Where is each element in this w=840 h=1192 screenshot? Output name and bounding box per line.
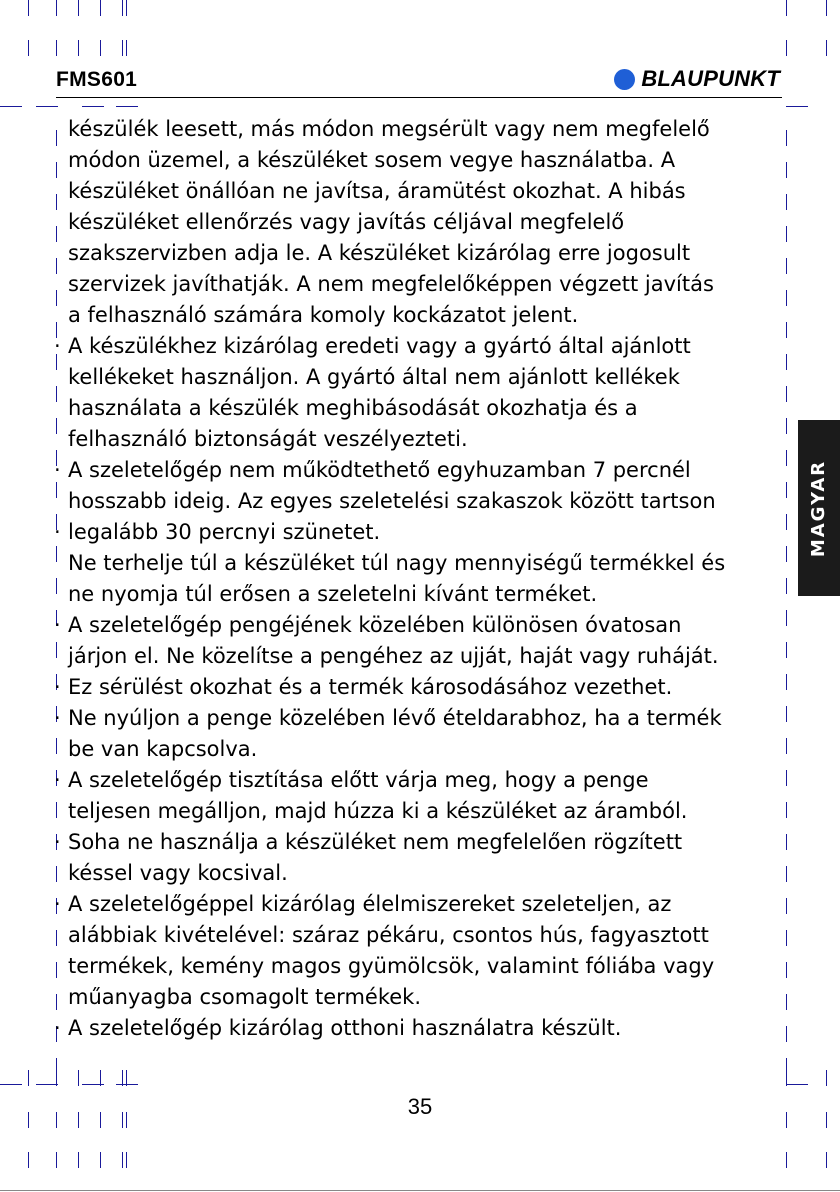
line-text: a felhasználó számára komoly kockázatot jelent. [68, 303, 579, 327]
text-line [54, 734, 794, 765]
text-line [54, 300, 794, 331]
bullet-item-line [54, 672, 794, 703]
crop-mark [786, 1058, 787, 1074]
crop-mark [826, 1070, 827, 1086]
line-text: készüléket önállóan ne javítsa, áramütést okozhat. A hibás [68, 179, 686, 203]
text-line [54, 548, 794, 579]
crop-mark [786, 1084, 808, 1085]
bullet-item-line [54, 765, 794, 796]
text-line [54, 393, 794, 424]
crop-mark [78, 1152, 79, 1168]
crop-mark [122, 0, 123, 16]
bullet-icon: · [54, 706, 61, 730]
crop-mark [786, 1152, 787, 1168]
crop-mark [786, 40, 787, 56]
line-text: alábbiak kivételével: száraz pékáru, csontos hús, fagyasztott [68, 923, 709, 947]
crop-mark [786, 0, 787, 16]
text-line [54, 238, 794, 269]
crop-mark [786, 106, 808, 107]
line-text: készülék leesett, más módon megsérült vagy nem megfelelő [68, 117, 710, 141]
crop-mark [82, 1084, 104, 1085]
line-text: szakszervizben adja le. A készüléket kizárólag erre jogosult [68, 241, 691, 265]
line-text: A szeletelőgép kizárólag otthoni használatra készült. [68, 1016, 622, 1040]
text-line [54, 176, 794, 207]
crop-mark [56, 1058, 57, 1074]
crop-mark [826, 40, 827, 56]
text-line [54, 145, 794, 176]
brand-name: BLAUPUNKT [641, 66, 780, 91]
line-text: be van kapcsolva. [68, 737, 258, 761]
text-line [54, 114, 794, 145]
bullet-item-line [54, 889, 794, 920]
model-number: FMS601 [56, 68, 138, 91]
crop-mark [100, 40, 101, 56]
bullet-icon: · [54, 830, 61, 854]
text-line [54, 424, 794, 455]
bottom-rule [0, 1190, 840, 1191]
bullet-icon: · [54, 675, 61, 699]
text-line [54, 486, 794, 517]
bullet-icon: · [54, 613, 61, 637]
header-rule [56, 97, 782, 98]
crop-mark [826, 0, 827, 16]
crop-mark [28, 40, 29, 56]
bullet-item-line [54, 827, 794, 858]
text-line [54, 920, 794, 951]
bullet-icon: · [54, 1016, 61, 1040]
crop-mark [126, 0, 127, 16]
crop-mark [826, 1152, 827, 1168]
page-number: 35 [407, 1094, 433, 1119]
crop-mark [28, 1152, 29, 1168]
crop-mark [126, 40, 127, 56]
crop-mark [56, 1152, 57, 1168]
line-text: műanyagba csomagolt termékek. [68, 985, 421, 1009]
line-text: felhasználó biztonságát veszélyezteti. [68, 427, 468, 451]
crop-mark [82, 106, 104, 107]
crop-mark [78, 0, 79, 16]
bullet-icon: · [54, 520, 61, 544]
line-text: legalább 30 percnyi szünetet. [68, 520, 381, 544]
line-text: A szeletelőgéppel kizárólag élelmiszereket szeleteljen, az [68, 892, 672, 916]
line-text: A szeletelőgép nem működtethető egyhuzamban 7 percnél [68, 458, 691, 482]
line-text: teljesen megálljon, majd húzza ki a készüléket az áramból. [68, 799, 688, 823]
crop-mark [28, 1070, 29, 1086]
crop-mark [78, 40, 79, 56]
line-text: járjon el. Ne közelítse a pengéhez az ujját, haját vagy ruháját. [68, 644, 719, 668]
line-text: Soha ne használja a készüléket nem megfelelően rögzített [68, 830, 683, 854]
line-text: kellékeket használjon. A gyártó által nem ajánlott kellékek [68, 365, 680, 389]
language-tab [798, 420, 840, 596]
text-line [54, 858, 794, 889]
line-text: Ez sérülést okozhat és a termék károsodásához vezethet. [68, 675, 673, 699]
line-text: termékek, kemény magos gyümölcsök, valamint fóliába vagy [68, 954, 715, 978]
crop-mark [36, 106, 58, 107]
line-text: hosszabb ideig. Az egyes szeletelési szakaszok között tartson [68, 489, 716, 513]
line-text: késsel vagy kocsival. [68, 861, 288, 885]
brand-dot-icon [614, 69, 635, 90]
crop-mark [78, 1070, 79, 1086]
crop-mark [0, 106, 22, 107]
bullet-icon: · [54, 458, 61, 482]
line-text: módon üzemel, a készüléket sosem vegye használatba. A [68, 148, 676, 172]
line-text: használata a készülék meghibásodását okozhatja és a [68, 396, 638, 420]
crop-mark [36, 1084, 58, 1085]
crop-mark [28, 0, 29, 16]
safety-instructions [54, 114, 794, 1044]
text-line [54, 982, 794, 1013]
language-tab-label: MAGYAR [808, 459, 830, 557]
bullet-icon: · [54, 892, 61, 916]
text-line [54, 579, 794, 610]
crop-mark [122, 40, 123, 56]
line-text: szervizek javíthatják. A nem megfelelőképpen végzett javítás [68, 272, 714, 296]
page-header [56, 64, 782, 94]
bullet-icon: · [54, 334, 61, 358]
line-text: A szeletelőgép tisztítása előtt várja meg, hogy a penge [68, 768, 649, 792]
crop-mark [100, 1152, 101, 1168]
line-text: Ne terhelje túl a készüléket túl nagy mennyiségű termékkel és [68, 551, 726, 575]
crop-mark [56, 40, 57, 56]
line-text: A készülékhez kizárólag eredeti vagy a gyártó által ajánlott [68, 334, 691, 358]
text-line [54, 796, 794, 827]
crop-mark [122, 1152, 123, 1168]
bullet-item-line [54, 1013, 794, 1044]
text-line [54, 951, 794, 982]
text-line [54, 207, 794, 238]
line-text: Ne nyúljon a penge közelében lévő ételdarabhoz, ha a termék [68, 706, 722, 730]
line-text: készüléket ellenőrzés vagy javítás céljával megfelelő [68, 210, 625, 234]
bullet-icon: · [54, 768, 61, 792]
line-text: ne nyomja túl erősen a szeletelni kívánt terméket. [68, 582, 598, 606]
text-line [54, 641, 794, 672]
crop-mark [116, 106, 138, 107]
brand-logo [614, 66, 780, 92]
bullet-item-line [54, 331, 794, 362]
crop-mark [56, 0, 57, 16]
line-text: A szeletelőgép pengéjének közelében különösen óvatosan [68, 613, 682, 637]
bullet-item-line [54, 703, 794, 734]
crop-mark [0, 1084, 22, 1085]
text-line [54, 269, 794, 300]
crop-mark [100, 0, 101, 16]
text-line [54, 362, 794, 393]
bullet-item-line [54, 455, 794, 486]
crop-mark [116, 1084, 138, 1085]
bullet-item-line [54, 517, 794, 548]
bullet-item-line [54, 610, 794, 641]
crop-mark [126, 1152, 127, 1168]
